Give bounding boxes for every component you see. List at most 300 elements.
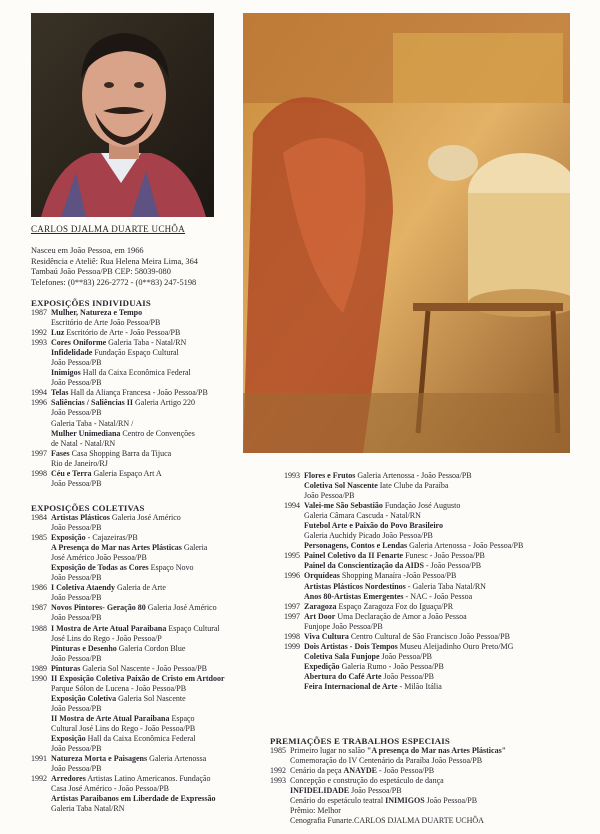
entry-body (304, 561, 481, 571)
entry-detail: Parque Sólon de Lucena - João Pessoa/PB (51, 683, 187, 693)
entry-body (304, 521, 443, 531)
entry-detail: João Pessoa/PB (51, 478, 102, 488)
still-life-painting (243, 13, 570, 453)
entry-body (51, 674, 225, 684)
entry-year (31, 734, 51, 744)
list-item (284, 561, 523, 571)
entry-detail: João Pessoa/PB (51, 523, 102, 533)
entry-body (304, 662, 444, 672)
entry-detail: João Pessoa/PB (51, 378, 102, 388)
entry-title: Luz (51, 328, 65, 338)
entry-detail: Prêmio: Melhor (290, 806, 341, 816)
exhibition-list (31, 308, 208, 489)
entry-year (270, 756, 290, 766)
entry-title: ANAYDE (343, 766, 378, 776)
list-item (31, 804, 225, 814)
list-item (31, 563, 225, 573)
entry-body (304, 612, 467, 622)
entry-body (304, 471, 472, 481)
entry-title: Artistas Plásticos Nordestinos (304, 581, 406, 591)
awards-list (270, 746, 506, 826)
entry-year (31, 573, 51, 583)
list-item (270, 806, 506, 816)
list-item (31, 654, 225, 664)
list-item (31, 634, 225, 644)
bio-address: Tambaú João Pessoa/PB CEP: 58039-080 (31, 267, 171, 277)
entry-year: 1996 (284, 571, 300, 581)
entry-body (51, 754, 206, 764)
list-item (31, 459, 208, 469)
entry-title: INFIDELIDADE (290, 786, 350, 796)
entry-year (31, 724, 51, 734)
entry-title: Mulher, Natureza e Tempo (51, 308, 143, 317)
entry-body (51, 714, 195, 724)
list-item (284, 481, 523, 491)
entry-body (51, 593, 101, 603)
entry-body (51, 694, 186, 704)
entry-year: 1991 (31, 754, 47, 764)
list-item (31, 338, 208, 348)
list-item (31, 784, 225, 794)
entry-year (31, 429, 51, 439)
entry-detail: José Lins do Rego - João Pessoa/P (51, 633, 162, 643)
entry-title: Flores e Frutos (304, 471, 356, 480)
entry-detail: João Pessoa/PB (51, 613, 102, 623)
entry-year (284, 521, 304, 531)
entry-body (51, 318, 160, 328)
entry-year (284, 672, 304, 682)
entry-year: 1984 (31, 513, 47, 522)
entry-detail: Galeria José Américo (147, 603, 217, 613)
entry-body (51, 583, 166, 593)
entry-body (304, 501, 460, 511)
entry-body (304, 541, 523, 551)
entry-body (304, 531, 433, 541)
entry-detail: João Pessoa/PB (51, 408, 102, 418)
entry-detail: José Américo João Pessoa/PB (51, 553, 147, 563)
entry-year: 1986 (31, 583, 47, 593)
entry-title: Artistas Plásticos (51, 513, 110, 522)
entry-year (31, 563, 51, 573)
artist-portrait (31, 13, 214, 217)
list-item (284, 582, 523, 592)
entry-body (51, 358, 101, 368)
list-item (31, 388, 208, 398)
entry-body (51, 479, 101, 489)
entry-year: 1993 (284, 471, 300, 480)
entry-title: Coletiva Sala Funjope (304, 651, 380, 661)
entry-body (304, 582, 486, 592)
entry-title: Céu e Terra (51, 468, 92, 478)
entry-year (31, 553, 51, 563)
entry-detail: Casa José Américo - João Pessoa/PB (51, 784, 169, 794)
entry-year (270, 786, 290, 796)
entry-year (31, 634, 51, 644)
entry-year: 1993 (31, 338, 47, 348)
entry-year: 1992 (270, 766, 286, 776)
entry-year: 1996 (31, 398, 47, 408)
entry-body (51, 543, 207, 553)
entry-body (51, 774, 210, 784)
entry-detail: Primeiro lugar no salão (290, 746, 365, 755)
bio-residence: Residência e Ateliê: Rua Helena Meira Lima, 364 (31, 256, 198, 266)
entry-body (290, 816, 484, 826)
entry-title: Painel da Conscientização da AIDS (304, 561, 425, 571)
entry-year (31, 408, 51, 418)
list-item (284, 672, 523, 682)
list-item (31, 644, 225, 654)
list-item (31, 543, 225, 553)
entry-title: Exposição de Todas as Cores (51, 563, 149, 573)
entry-year (31, 479, 51, 489)
entry-body (304, 571, 456, 581)
entry-title: INIMIGOS (385, 796, 425, 806)
entry-year (31, 613, 51, 623)
entry-title: Valei-me São Sebastião (304, 501, 383, 511)
entry-body (51, 734, 196, 744)
entry-body (51, 704, 101, 714)
list-item (284, 541, 523, 551)
entry-title: Viva Cultura (304, 631, 349, 641)
list-item (284, 652, 523, 662)
entry-detail: - Milão Itália (399, 681, 442, 691)
entry-year (284, 531, 304, 541)
entry-detail: Galeria Artenossa (149, 754, 207, 764)
list-item (31, 664, 225, 674)
entry-title: Dois Artistas - Dois Tempos (304, 641, 398, 651)
entry-body (51, 573, 101, 583)
entry-body (51, 724, 195, 734)
entry-detail: Concepção e construção do espetáculo de dança (290, 776, 444, 786)
list-item (284, 471, 523, 481)
section-heading: PREMIAÇÕES E TRABALHOS ESPECIAIS (270, 736, 451, 746)
entry-body (51, 338, 186, 348)
list-item (31, 603, 225, 613)
entry-body (51, 563, 194, 573)
entry-year (284, 662, 304, 672)
entry-detail: Galeria Auchidy Picado João Pessoa/PB (304, 531, 433, 541)
entry-year: 1999 (284, 641, 300, 651)
entry-year (31, 694, 51, 704)
list-item (31, 469, 208, 479)
entry-year (270, 816, 290, 826)
list-item (31, 479, 208, 489)
entry-year: 1987 (31, 603, 47, 613)
entry-detail: Galeria Artenossa - João Pessoa/PB (409, 541, 524, 551)
entry-title: Futebol Arte e Paixão do Povo Brasileiro (304, 521, 443, 531)
entry-title: II Mostra de Arte Atual Paraibana (51, 713, 170, 723)
entry-body (290, 766, 434, 776)
entry-detail: Galeria Espaço Art A (93, 468, 162, 478)
entry-detail: Galeria Taba - Natal/RN (108, 338, 187, 348)
list-item (31, 449, 208, 459)
entry-body (51, 408, 101, 418)
bio-birth: Nasceu em João Pessoa, em 1966 (31, 246, 144, 255)
entry-title: Telas (51, 388, 69, 398)
entry-body (290, 776, 444, 786)
entry-detail: Escritório de Arte - João Pessoa/PB (66, 328, 181, 338)
entry-body (51, 644, 185, 654)
entry-detail: Cenário do espetáculo teatral (290, 796, 384, 806)
entry-title: Expedição (304, 661, 340, 671)
entry-body (51, 613, 101, 623)
entry-year (270, 796, 290, 806)
list-item (31, 533, 225, 543)
list-item (31, 764, 225, 774)
list-item (31, 704, 225, 714)
entry-body (51, 784, 169, 794)
entry-year: 1985 (270, 746, 286, 755)
entry-year (284, 592, 304, 602)
entry-body (51, 378, 101, 388)
entry-detail: João Pessoa/PB (51, 358, 102, 368)
list-item (31, 513, 225, 523)
entry-body (51, 553, 147, 563)
list-item (31, 714, 225, 724)
list-item (31, 754, 225, 764)
entry-body (51, 513, 181, 523)
entry-body (51, 624, 220, 634)
entry-body (51, 419, 133, 429)
collective-exhibitions (31, 503, 225, 814)
list-item (284, 632, 523, 642)
entry-body (304, 491, 354, 501)
entry-detail: Galeria (183, 543, 208, 553)
list-item (31, 774, 225, 784)
entry-title: Exposição (51, 734, 86, 744)
entry-year: 1992 (31, 328, 47, 338)
entry-title: I Mostra de Arte Atual Paraibana (51, 623, 167, 633)
entry-detail: Galeria Rumo - João Pessoa/PB (341, 661, 444, 671)
list-item (284, 642, 523, 652)
list-item (270, 776, 506, 786)
entry-title: Zaragoza (304, 601, 337, 611)
entry-detail: Cenografia Funarte.CARLOS DJALMA DUARTE UCHÔA (290, 816, 484, 826)
list-item (31, 378, 208, 388)
entry-title: Inimigos (51, 368, 81, 378)
list-item (284, 531, 523, 541)
entry-year (31, 439, 51, 449)
exhibition-list (31, 513, 225, 814)
exhibition-list (284, 471, 523, 692)
entry-detail: Espaço Cultural (168, 623, 220, 633)
list-item (284, 622, 523, 632)
entry-detail: João Pessoa/PB (304, 491, 355, 501)
entry-body (304, 602, 453, 612)
entry-title: Fases (51, 448, 70, 458)
entry-year (284, 682, 304, 692)
entry-year (31, 318, 51, 328)
entry-year (284, 622, 304, 632)
entry-detail: Shopping Manaíra -João Pessoa/PB (341, 571, 457, 581)
entry-year (31, 459, 51, 469)
entry-detail: Funjope João Pessoa/PB (304, 621, 383, 631)
entry-title: Natureza Morta e Paisagens (51, 754, 148, 764)
entry-year (31, 684, 51, 694)
entry-detail: Galeria Cordon Blue (118, 643, 186, 653)
entry-title: Painel Coletivo da II Fenarte (304, 551, 404, 561)
entry-year: 1987 (31, 308, 47, 317)
entry-year: 1989 (31, 663, 47, 673)
entry-detail: - João Pessoa/PB (426, 561, 482, 571)
entry-body (51, 368, 191, 378)
entry-body (51, 764, 101, 774)
entry-detail: Galeria José Américo (111, 513, 181, 522)
entry-year (270, 806, 290, 816)
entry-detail: Cultural José Lins do Rego - João Pessoa/PB (51, 723, 196, 733)
entry-detail: João Pessoa/PB (51, 764, 102, 774)
entry-detail: João Pessoa/PB (351, 786, 402, 796)
list-item (31, 439, 208, 449)
entry-title: Abertura do Café Arte (304, 671, 382, 681)
entry-body (51, 449, 171, 459)
list-item (284, 662, 523, 672)
entry-year: 1998 (284, 631, 300, 641)
entry-body (51, 654, 101, 664)
entry-year: 1994 (284, 501, 300, 511)
entry-year (31, 714, 51, 724)
entry-year: 1992 (31, 774, 47, 784)
entry-year: 1998 (31, 468, 47, 478)
entry-body (51, 603, 217, 613)
entry-detail: Galeria Câmara Cascuda - Natal/RN (304, 511, 421, 521)
list-item (270, 766, 506, 776)
entry-year (284, 481, 304, 491)
list-item (31, 684, 225, 694)
entry-detail: João Pessoa/PB (51, 653, 102, 663)
entry-detail: Galeria Taba - Natal/RN / (51, 418, 134, 428)
list-item (31, 429, 208, 439)
list-item (31, 744, 225, 754)
entry-year: 1993 (270, 776, 286, 786)
list-item (270, 786, 506, 796)
list-item (270, 796, 506, 806)
entry-year (31, 543, 51, 553)
entry-title: Infidelidade (51, 348, 93, 358)
entry-year (31, 358, 51, 368)
entry-detail: Espaço Zaragoza Foz do Iguaçu/PR (338, 601, 454, 611)
entry-detail: - Galeria Taba Natal/RN (407, 581, 486, 591)
list-item (31, 328, 208, 338)
entry-detail: - João Pessoa/PB (379, 766, 435, 776)
entry-body (304, 481, 448, 491)
list-item (31, 318, 208, 328)
entry-body (51, 429, 195, 439)
list-item (31, 583, 225, 593)
list-item (31, 348, 208, 358)
list-item (31, 694, 225, 704)
list-item (270, 816, 506, 826)
entry-detail: Galeria de Arte (117, 583, 166, 593)
entry-body (51, 348, 179, 358)
entry-detail: Galeria Taba Natal/RN (51, 804, 125, 814)
entry-detail: Iate Clube da Paraíba (379, 481, 449, 491)
entry-detail: - NAC - João Pessoa (405, 591, 473, 601)
entry-title: A Presença do Mar nas Artes Plásticas (51, 543, 182, 553)
list-item (270, 746, 506, 756)
entry-body (51, 634, 162, 644)
list-item (31, 398, 208, 408)
entry-detail: Centro Cultural de São Francisco João Pessoa/PB (350, 631, 510, 641)
entry-body (304, 642, 513, 652)
entry-body (304, 551, 485, 561)
entry-body (304, 672, 434, 682)
entry-body (290, 796, 477, 806)
list-item (284, 602, 523, 612)
entry-body (304, 622, 383, 632)
entry-detail: Artistas Latino Americanos. Fundação (87, 774, 211, 784)
entry-detail: Hall da Caixa Econômica Federal (82, 368, 191, 378)
list-item (31, 734, 225, 744)
entry-year (31, 784, 51, 794)
entry-title: Anos 80-Artistas Emergentes (304, 591, 404, 601)
entry-body (51, 439, 115, 449)
entry-body (304, 652, 432, 662)
list-item (31, 613, 225, 623)
entry-year (31, 593, 51, 603)
entry-detail: Escritório de Arte João Pessoa/PB (51, 318, 161, 328)
section-heading: EXPOSIÇÕES INDIVIDUAIS (31, 298, 152, 308)
list-item (284, 682, 523, 692)
entry-title: "A presença do Mar nas Artes Plásticas" (366, 746, 507, 755)
list-item (31, 674, 225, 684)
entry-detail: Cenário da peça (290, 766, 342, 776)
list-item (31, 308, 208, 318)
entry-year: 1997 (284, 611, 300, 621)
artist-bio (31, 246, 198, 288)
entry-title: Exposição Coletiva (51, 693, 117, 703)
entry-year (31, 704, 51, 714)
entry-year (31, 368, 51, 378)
list-item (31, 553, 225, 563)
entry-detail: João Pessoa/PB (51, 593, 102, 603)
entry-year (31, 419, 51, 429)
list-item (284, 592, 523, 602)
entry-year (31, 378, 51, 388)
entry-body (51, 794, 216, 804)
entry-body (51, 388, 208, 398)
entry-detail: Galeria Sol Nascente (118, 693, 186, 703)
entry-title: Artistas Paraibanos em Liberdade de Expressão (51, 794, 216, 804)
entry-detail: Espaço Novo (150, 563, 194, 573)
entry-title: I Coletiva Ataendy (51, 583, 115, 593)
list-item (284, 571, 523, 581)
entry-detail: Funesc - João Pessoa/PB (405, 551, 485, 561)
entry-body (304, 632, 510, 642)
entry-detail: Fundação Espaço Cultural (94, 348, 179, 358)
entry-body (304, 682, 442, 692)
entry-title: Mulher Unimediana (51, 428, 121, 438)
entry-detail: Centro de Convenções (122, 428, 195, 438)
entry-year (31, 744, 51, 754)
list-item (31, 624, 225, 634)
entry-body (51, 533, 138, 543)
list-item (284, 511, 523, 521)
entry-body (51, 744, 101, 754)
entry-detail: João Pessoa/PB (426, 796, 478, 806)
list-item (270, 756, 506, 766)
entry-detail: Espaço (171, 713, 195, 723)
list-item (31, 523, 225, 533)
entry-detail: João Pessoa/PB (51, 573, 102, 583)
entry-year: 1995 (284, 551, 300, 561)
collective-exhibitions-continued (284, 471, 523, 692)
entry-year (31, 804, 51, 814)
artist-name: CARLOS DJALMA DUARTE UCHÔA (31, 224, 186, 234)
entry-body (51, 523, 101, 533)
list-item (284, 521, 523, 531)
entry-detail: João Pessoa/PB (51, 744, 102, 754)
